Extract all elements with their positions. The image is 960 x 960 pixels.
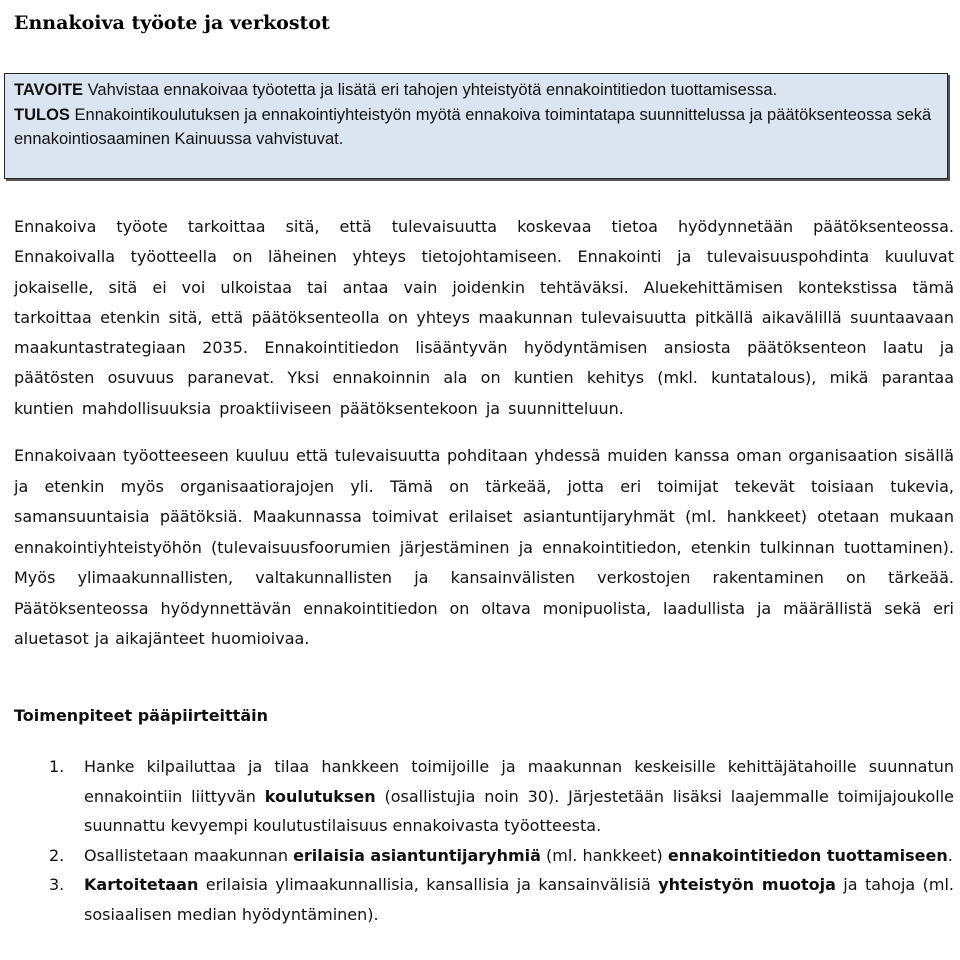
action-text: ja tahoja (ml. sosiaalisen median hyödyntäminen). xyxy=(84,875,955,924)
action-text: erilaisia ylimaakunnallisia, kansallisia ja kansainvälisiä xyxy=(198,875,659,894)
page-title: Ennakoiva työote ja verkostot xyxy=(14,11,330,34)
action-text: . xyxy=(947,845,953,865)
action-text: Hanke kilpailuttaa ja tilaa hankkeen toimijoille ja maakunnan keskeisille kehittäjätahoille suunnatun ennakointiin liittyvän xyxy=(84,757,954,806)
goal-label: TAVOITE xyxy=(14,81,84,99)
result-label: TULOS xyxy=(14,105,70,124)
action-item-1 xyxy=(0,752,960,841)
action-number: 2. xyxy=(49,845,65,865)
action-text: (ml. hankkeet) xyxy=(540,845,668,865)
action-emphasis: yhteistyön muotoja xyxy=(658,875,836,894)
paragraph-collaboration: Ennakoivaan työotteeseen kuuluu että tulevaisuutta pohditaan yhdessä muiden kanssa oman organisaation sisällä ja etenkin myös organisaatiorajojen yli. Tämä on tärkeää, jotta eri toimijat tekevät toisiaan tukevia, samansuuntaisia päätöksiä. Maakunnassa toimivat erilaiset asiantuntijaryhmät (ml. hankkeet) otetaan mukaan ennakointiyhteistyöhön (tulevaisuusfoorumien järjestäminen ja ennakointitiedon, etenkin tulkinnan tuottaminen). Myös ylimaakunnallisten, valtakunnallisten ja kansainvälisten verkostojen rakentaminen on tärkeää. Päätöksenteossa hyödynnettävän ennakointitiedon on oltava monipuolista, laadullista ja määrällistä sekä eri aluetasot ja aikajänteet huomioivaa. xyxy=(14,446,954,648)
goal-result-box xyxy=(4,73,948,179)
action-emphasis: Kartoitetaan xyxy=(84,875,199,894)
action-number: 1. xyxy=(49,757,65,776)
action-item-2 xyxy=(0,841,960,871)
action-item-3 xyxy=(0,870,960,929)
result-text: Ennakointikoulutuksen ja ennakointiyhteistyön myötä ennakoiva toimintatapa suunnittelussa ja päätöksenteossa sekä ennakointiosaaminen Kainuussa vahvistuvat. xyxy=(14,105,932,148)
action-emphasis: ennakointitiedon tuottamiseen xyxy=(667,845,948,865)
action-emphasis: erilaisia asiantuntijaryhmiä xyxy=(293,845,541,865)
action-text: (osallistujia noin 30). Järjestetään lisäksi laajemmalle toimijajoukolle suunnattu kevyempi koulutustilaisuus ennakoivasta työotteesta. xyxy=(84,786,954,835)
goal-text: Vahvistaa ennakoivaa työotetta ja lisätä eri tahojen yhteistyötä ennakointitiedon tuottamisessa. xyxy=(83,81,778,99)
action-emphasis: koulutuksen xyxy=(264,786,376,806)
actions-title: Toimenpiteet pääpiirteittäin xyxy=(14,706,268,725)
action-number: 3. xyxy=(49,875,65,894)
actions-list xyxy=(0,752,960,929)
action-text: Osallistetaan maakunnan xyxy=(84,845,294,865)
paragraph-proactive-approach: Ennakoiva työote tarkoittaa sitä, että tulevaisuutta koskevaa tietoa hyödynnetään päätöksenteossa. Ennakoivalla työotteella on läheinen yhteys tietojohtamiseen. Ennakointi ja tulevaisuuspohdinta kuuluvat jokaiselle, sitä ei voi ulkoistaa tai antaa vain joidenkin tehtäväksi. Aluekehittämisen kontekstissa tämä tarkoittaa etenkin sitä, että päätöksenteolla on yhteys maakunnan tulevaisuutta pitkällä aikavälillä suuntaavaan maakuntastrategiaan 2035. Ennakointitiedon lisääntyvän hyödyntämisen ansiosta päätöksenteon laatu ja päätösten osuvuus paranevat. Yksi ennakoinnin ala on kuntien kehitys (mkl. kuntatalous), mikä parantaa kuntien mahdollisuuksia proaktiiviseen päätöksentekoon ja suunnitteluun. xyxy=(14,217,954,418)
